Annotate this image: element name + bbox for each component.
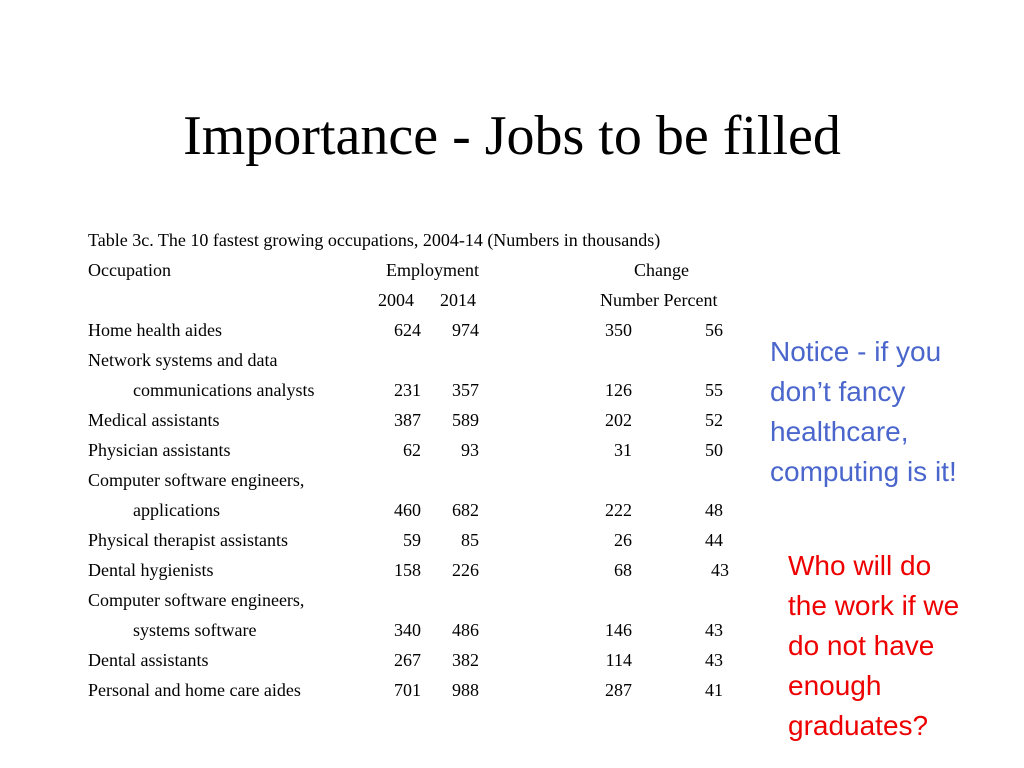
- change-percent: 44: [705, 530, 723, 550]
- employment-2004: 158: [394, 560, 421, 580]
- table-subheader-row: [0, 285, 1024, 315]
- change-number: 126: [605, 380, 632, 400]
- employment-2014: 382: [452, 650, 479, 670]
- employment-2014: 682: [452, 500, 479, 520]
- header-occupation: Occupation: [88, 260, 171, 280]
- table-caption-line: [0, 225, 1024, 255]
- employment-2004: 460: [394, 500, 421, 520]
- change-number: 287: [605, 680, 632, 700]
- change-number: 202: [605, 410, 632, 430]
- change-number: 68: [614, 560, 632, 580]
- note-graduates: Who will do the work if we do not have enough graduates?: [788, 550, 960, 741]
- employment-2004: 59: [403, 530, 421, 550]
- change-number: 222: [605, 500, 632, 520]
- change-percent: 56: [705, 320, 723, 340]
- employment-2014: 93: [461, 440, 479, 460]
- employment-2004: 701: [394, 680, 421, 700]
- change-number: 146: [605, 620, 632, 640]
- occupation-name: Medical assistants: [88, 410, 220, 430]
- table-row: [0, 495, 1024, 525]
- occupation-name: communications analysts: [133, 380, 315, 400]
- occupation-name: Personal and home care aides: [88, 680, 301, 700]
- change-percent: 50: [705, 440, 723, 460]
- change-percent: 43: [705, 650, 723, 670]
- table-header-row: [0, 255, 1024, 285]
- employment-2014: 357: [452, 380, 479, 400]
- occupation-name: Home health aides: [88, 320, 222, 340]
- note-computing: Notice - if you don’t fancy healthcare, computing is it!: [770, 336, 957, 487]
- header-employment: Employment: [386, 260, 479, 280]
- occupation-name: Dental assistants: [88, 650, 209, 670]
- employment-2014: 988: [452, 680, 479, 700]
- employment-2014: 974: [452, 320, 479, 340]
- occupation-name: systems software: [133, 620, 257, 640]
- employment-2004: 62: [403, 440, 421, 460]
- change-number: 350: [605, 320, 632, 340]
- change-percent: 52: [705, 410, 723, 430]
- change-percent: 41: [705, 680, 723, 700]
- change-number: 26: [614, 530, 632, 550]
- header-change: Change: [634, 260, 689, 280]
- table-caption: Table 3c. The 10 fastest growing occupations, 2004-14 (Numbers in thousands): [88, 230, 661, 250]
- occupation-name: applications: [133, 500, 220, 520]
- occupation-name: Dental hygienists: [88, 560, 214, 580]
- change-percent: 48: [705, 500, 723, 520]
- slide-title: Importance - Jobs to be filled: [183, 105, 841, 167]
- employment-2014: 486: [452, 620, 479, 640]
- employment-2004: 387: [394, 410, 421, 430]
- employment-2004: 624: [394, 320, 421, 340]
- change-number: 114: [605, 650, 632, 670]
- change-percent: 55: [705, 380, 723, 400]
- header-year-2014: 2014: [440, 290, 476, 310]
- change-percent: 43: [705, 620, 723, 640]
- header-year-2004: 2004: [378, 290, 414, 310]
- occupation-name: Physical therapist assistants: [88, 530, 288, 550]
- change-percent: 43: [711, 560, 729, 580]
- employment-2004: 267: [394, 650, 421, 670]
- employment-2004: 231: [394, 380, 421, 400]
- change-number: 31: [614, 440, 632, 460]
- employment-2004: 340: [394, 620, 421, 640]
- occupation-name-line1: Computer software engineers,: [88, 590, 305, 610]
- occupation-name-line1: Network systems and data: [88, 350, 278, 370]
- employment-2014: 589: [452, 410, 479, 430]
- employment-2014: 226: [452, 560, 479, 580]
- employment-2014: 85: [461, 530, 479, 550]
- occupation-name: Physician assistants: [88, 440, 231, 460]
- header-number-percent: Number Percent: [600, 290, 718, 310]
- occupation-name-line1: Computer software engineers,: [88, 470, 305, 490]
